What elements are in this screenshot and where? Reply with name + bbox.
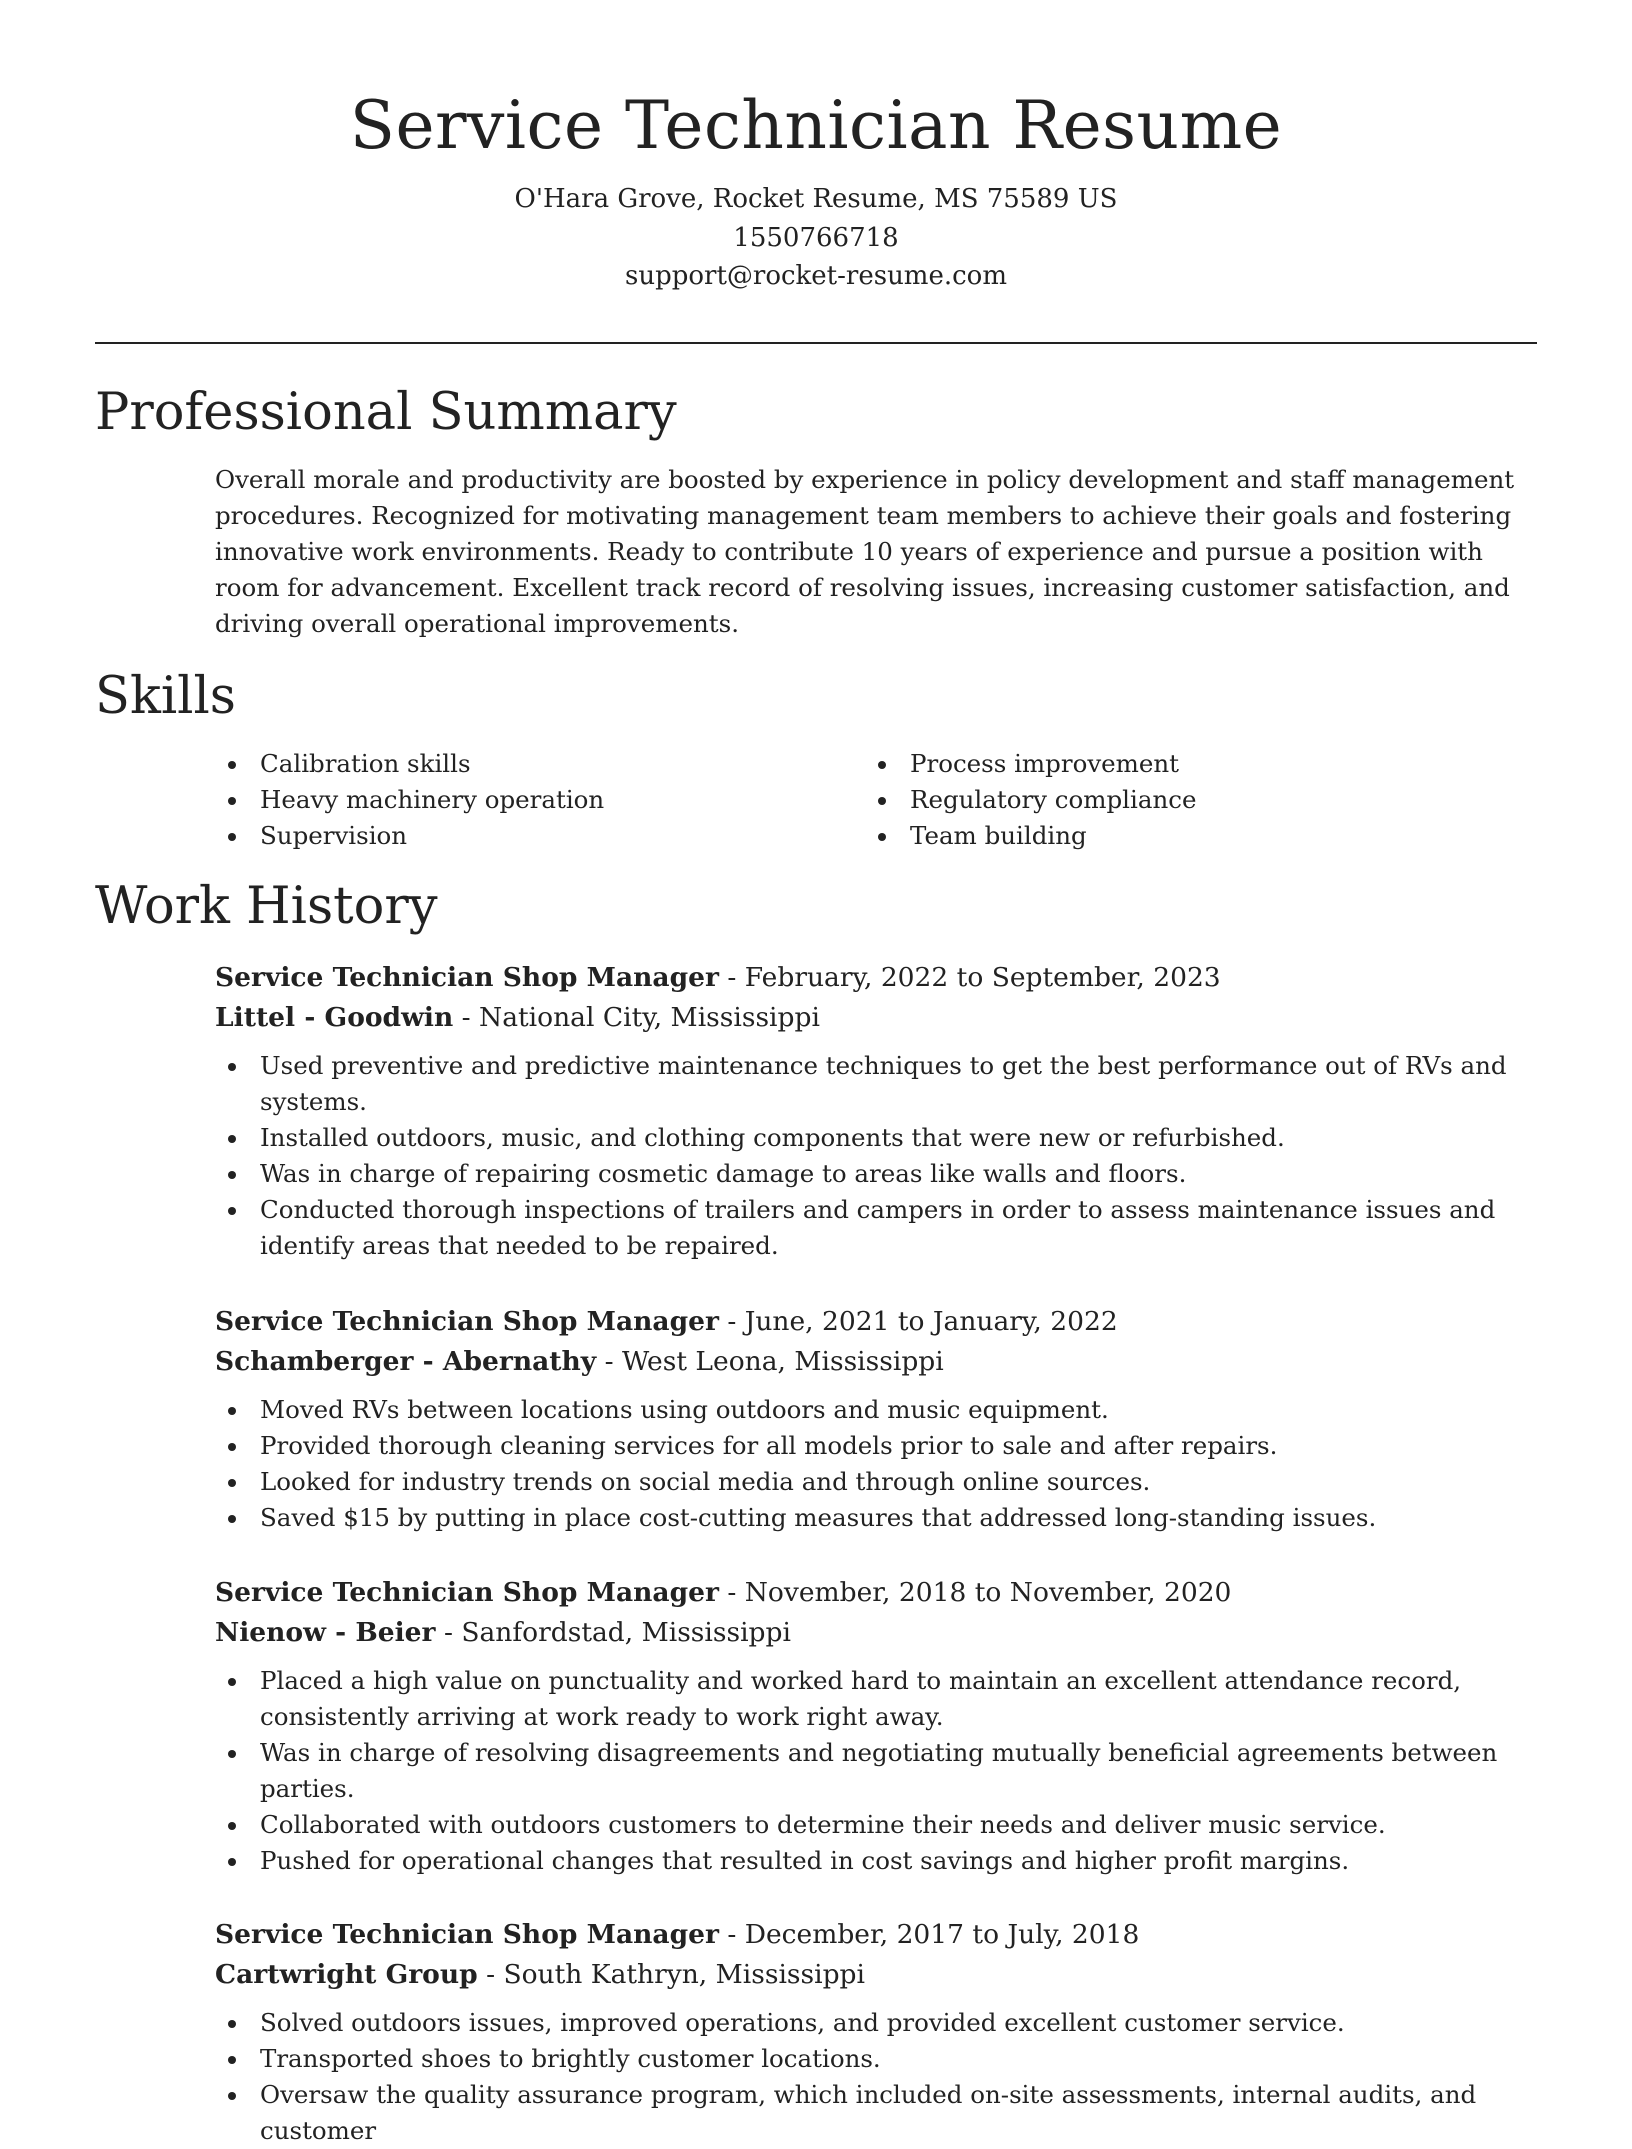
job-bullets xyxy=(215,1048,1537,1264)
job-title: Service Technician Shop Manager xyxy=(215,1306,719,1337)
job-bullet: Transported shoes to brightly customer locations. xyxy=(215,2041,1537,2077)
job-dates: February, 2022 to September, 2023 xyxy=(744,962,1221,993)
job-location: Sanfordstad, Mississippi xyxy=(461,1617,791,1648)
job-location: National City, Mississippi xyxy=(479,1002,820,1033)
job-entry xyxy=(215,1573,1537,1879)
job-entry xyxy=(215,958,1537,1264)
skill-item: Calibration skills xyxy=(215,746,865,782)
job-company-line xyxy=(215,1613,1537,1653)
job-bullet: Moved RVs between locations using outdoors and music equipment. xyxy=(215,1392,1537,1428)
separator: - xyxy=(718,1577,745,1608)
separator: - xyxy=(453,1002,480,1033)
job-location: West Leona, Mississippi xyxy=(621,1346,944,1377)
separator: - xyxy=(718,1306,745,1337)
skills-heading: Skills xyxy=(95,667,236,726)
job-dates: November, 2018 to November, 2020 xyxy=(744,1577,1232,1608)
skills-list xyxy=(215,746,1537,854)
job-title: Service Technician Shop Manager xyxy=(215,962,719,993)
contact-address: O'Hara Grove, Rocket Resume, MS 75589 US xyxy=(514,184,1118,214)
job-bullet: Oversaw the quality assurance program, which included on-site assessments, internal audits, and customer xyxy=(215,2077,1537,2149)
skill-item: Process improvement xyxy=(865,746,1515,782)
job-location: South Kathryn, Mississippi xyxy=(503,1959,865,1990)
contact-email: support@rocket-resume.com xyxy=(624,261,1007,291)
job-company: Littel - Goodwin xyxy=(215,1002,454,1033)
job-bullet: Was in charge of resolving disagreements and negotiating mutually beneficial agreements between parties. xyxy=(215,1735,1537,1807)
skill-item: Heavy machinery operation xyxy=(215,782,865,818)
job-bullet: Saved $15 by putting in place cost-cutting measures that addressed long-standing issues. xyxy=(215,1500,1537,1536)
job-bullet: Pushed for operational changes that resulted in cost savings and higher profit margins. xyxy=(215,1843,1537,1879)
page-title: Service Technician Resume xyxy=(349,87,1283,164)
separator: - xyxy=(718,962,745,993)
work-history-heading: Work History xyxy=(95,877,438,936)
resume-header xyxy=(0,0,1632,296)
skills-column-left xyxy=(215,746,865,854)
separator: - xyxy=(435,1617,462,1648)
job-title-line xyxy=(215,1573,1537,1613)
job-bullet: Conducted thorough inspections of trailers and campers in order to assess maintenance issues and identify areas that needed to be repaired. xyxy=(215,1192,1537,1264)
header-divider xyxy=(95,342,1537,344)
job-company: Schamberger - Abernathy xyxy=(215,1346,597,1377)
skills-column-right xyxy=(865,746,1515,854)
job-dates: December, 2017 to July, 2018 xyxy=(744,1919,1140,1950)
job-company-line xyxy=(215,1342,1537,1382)
job-dates: June, 2021 to January, 2022 xyxy=(744,1306,1118,1337)
job-bullet: Solved outdoors issues, improved operations, and provided excellent customer service. xyxy=(215,2005,1537,2041)
job-title: Service Technician Shop Manager xyxy=(215,1919,719,1950)
contact-phone: 1550766718 xyxy=(733,222,899,253)
job-title: Service Technician Shop Manager xyxy=(215,1577,719,1608)
job-bullet: Was in charge of repairing cosmetic damage to areas like walls and floors. xyxy=(215,1156,1537,1192)
job-bullets xyxy=(215,1663,1537,1879)
skill-item: Team building xyxy=(865,818,1515,854)
job-company-line xyxy=(215,998,1537,1038)
job-bullet: Provided thorough cleaning services for all models prior to sale and after repairs. xyxy=(215,1428,1537,1464)
separator: - xyxy=(718,1919,745,1950)
job-bullet: Installed outdoors, music, and clothing components that were new or refurbished. xyxy=(215,1120,1537,1156)
job-bullet: Placed a high value on punctuality and worked hard to maintain an excellent attendance record, consistently arriving at work ready to work right away. xyxy=(215,1663,1537,1735)
contact-block xyxy=(0,180,1632,296)
job-entry xyxy=(215,1302,1537,1536)
skill-item: Supervision xyxy=(215,818,865,854)
job-bullet: Looked for industry trends on social media and through online sources. xyxy=(215,1464,1537,1500)
job-title-line xyxy=(215,1302,1537,1342)
separator: - xyxy=(477,1959,504,1990)
job-title-line xyxy=(215,1915,1537,1955)
skill-item: Regulatory compliance xyxy=(865,782,1515,818)
summary-text: Overall morale and productivity are boosted by experience in policy development and staff management procedures. Recognized for motivating management team members to achieve their goals and fostering innovative work environments. Ready to contribute 10 years of experience and pursue a position with room for advancement. Excellent track record of resolving issues, increasing customer satisfaction, and driving overall operational improvements. xyxy=(215,465,1515,638)
summary-heading: Professional Summary xyxy=(95,383,677,442)
job-title-line xyxy=(215,958,1537,998)
job-bullet: Used preventive and predictive maintenance techniques to get the best performance out of RVs and systems. xyxy=(215,1048,1537,1120)
job-company: Nienow - Beier xyxy=(215,1617,436,1648)
job-bullet: Collaborated with outdoors customers to determine their needs and deliver music service. xyxy=(215,1807,1537,1843)
job-entry xyxy=(215,1915,1537,2149)
job-bullets xyxy=(215,1392,1537,1536)
job-company-line xyxy=(215,1955,1537,1995)
job-company: Cartwright Group xyxy=(215,1959,478,1990)
job-bullets xyxy=(215,2005,1537,2149)
separator: - xyxy=(596,1346,622,1377)
